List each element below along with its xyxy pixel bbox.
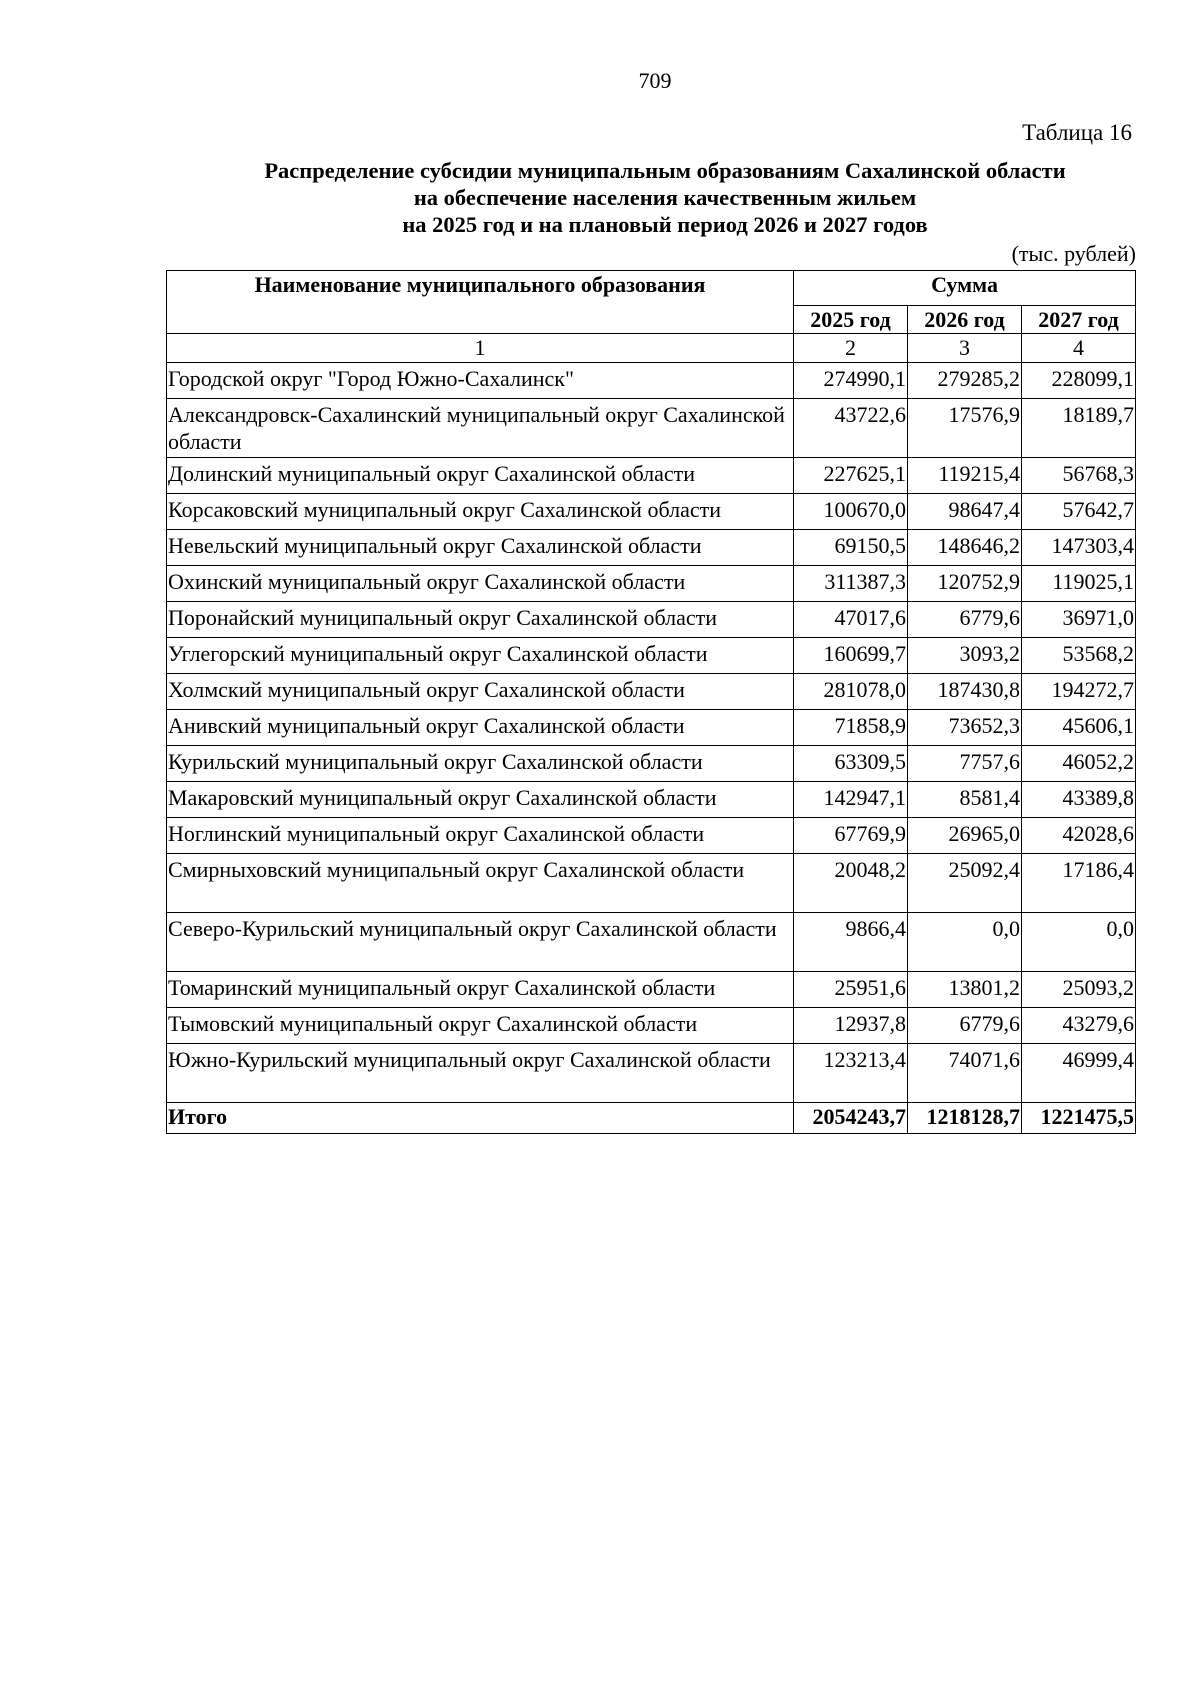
row-value-2027: 228099,1 <box>1022 363 1136 399</box>
total-row <box>167 1103 1136 1134</box>
row-value-2027: 53568,2 <box>1022 638 1136 674</box>
row-value-2025: 63309,5 <box>794 746 908 782</box>
row-value-2026: 3093,2 <box>908 638 1022 674</box>
row-value-2026: 26965,0 <box>908 818 1022 854</box>
subsidy-table <box>166 270 1136 1134</box>
row-value-2027: 57642,7 <box>1022 494 1136 530</box>
total-value-2027: 1221475,5 <box>1022 1103 1136 1134</box>
row-value-2027: 45606,1 <box>1022 710 1136 746</box>
table-row <box>167 399 1136 458</box>
row-value-2025: 71858,9 <box>794 710 908 746</box>
table-row <box>167 638 1136 674</box>
row-name: Александровск-Сахалинский муниципальный округ Сахалинской области <box>167 399 794 458</box>
row-value-2025: 67769,9 <box>794 818 908 854</box>
row-value-2025: 69150,5 <box>794 530 908 566</box>
row-value-2025: 20048,2 <box>794 854 908 913</box>
units-label: (тыс. рублей) <box>1011 241 1136 266</box>
table-row <box>167 566 1136 602</box>
table-label: Таблица 16 <box>1022 120 1132 145</box>
table-row <box>167 972 1136 1008</box>
table-row <box>167 710 1136 746</box>
header-name: Наименование муниципального образования <box>167 271 794 334</box>
header-year-2025: 2025 год <box>794 306 908 334</box>
row-value-2025: 160699,7 <box>794 638 908 674</box>
row-name: Ноглинский муниципальный округ Сахалинской области <box>167 818 794 854</box>
row-name: Углегорский муниципальный округ Сахалинской области <box>167 638 794 674</box>
row-value-2027: 194272,7 <box>1022 674 1136 710</box>
header-year-2026: 2026 год <box>908 306 1022 334</box>
row-name: Тымовский муниципальный округ Сахалинской области <box>167 1008 794 1044</box>
total-label: Итого <box>167 1103 794 1134</box>
column-number-4: 4 <box>1022 334 1136 363</box>
row-value-2026: 74071,6 <box>908 1044 1022 1103</box>
row-name: Долинский муниципальный округ Сахалинской области <box>167 458 794 494</box>
row-value-2025: 281078,0 <box>794 674 908 710</box>
row-value-2026: 8581,4 <box>908 782 1022 818</box>
title-line-2: на обеспечение населения качественным жильем <box>413 185 917 210</box>
row-value-2027: 46052,2 <box>1022 746 1136 782</box>
total-value-2025: 2054243,7 <box>794 1103 908 1134</box>
row-name: Корсаковский муниципальный округ Сахалинской области <box>167 494 794 530</box>
row-value-2027: 18189,7 <box>1022 399 1136 458</box>
table-row <box>167 1008 1136 1044</box>
row-value-2027: 42028,6 <box>1022 818 1136 854</box>
row-value-2026: 6779,6 <box>908 1008 1022 1044</box>
title-line-3: на 2025 год и на плановый период 2026 и 2027 годов <box>402 212 928 237</box>
row-value-2025: 47017,6 <box>794 602 908 638</box>
row-value-2026: 17576,9 <box>908 399 1022 458</box>
table-row <box>167 602 1136 638</box>
row-value-2025: 142947,1 <box>794 782 908 818</box>
row-value-2027: 56768,3 <box>1022 458 1136 494</box>
column-number-3: 3 <box>908 334 1022 363</box>
total-value-2026: 1218128,7 <box>908 1103 1022 1134</box>
row-value-2025: 227625,1 <box>794 458 908 494</box>
row-value-2025: 100670,0 <box>794 494 908 530</box>
table-row <box>167 494 1136 530</box>
row-name: Невельский муниципальный округ Сахалинской области <box>167 530 794 566</box>
row-value-2027: 25093,2 <box>1022 972 1136 1008</box>
row-value-2027: 119025,1 <box>1022 566 1136 602</box>
column-number-1: 1 <box>167 334 794 363</box>
row-name: Южно-Курильский муниципальный округ Сахалинской области <box>167 1044 794 1103</box>
table-row <box>167 818 1136 854</box>
row-value-2027: 43389,8 <box>1022 782 1136 818</box>
row-value-2026: 6779,6 <box>908 602 1022 638</box>
row-value-2027: 43279,6 <box>1022 1008 1136 1044</box>
row-name: Холмский муниципальный округ Сахалинской области <box>167 674 794 710</box>
row-value-2027: 36971,0 <box>1022 602 1136 638</box>
row-value-2026: 148646,2 <box>908 530 1022 566</box>
row-name: Анивский муниципальный округ Сахалинской области <box>167 710 794 746</box>
row-value-2026: 119215,4 <box>908 458 1022 494</box>
table-row <box>167 363 1136 399</box>
row-value-2026: 25092,4 <box>908 854 1022 913</box>
title-line-1: Распределение субсидии муниципальным образованиям Сахалинской области <box>264 158 1066 183</box>
row-value-2026: 120752,9 <box>908 566 1022 602</box>
row-value-2025: 311387,3 <box>794 566 908 602</box>
row-value-2025: 9866,4 <box>794 913 908 972</box>
row-name: Охинский муниципальный округ Сахалинской области <box>167 566 794 602</box>
row-value-2026: 13801,2 <box>908 972 1022 1008</box>
row-value-2026: 73652,3 <box>908 710 1022 746</box>
header-sum: Сумма <box>794 271 1136 306</box>
column-number-2: 2 <box>794 334 908 363</box>
table-row <box>167 674 1136 710</box>
table-row <box>167 854 1136 913</box>
row-name: Поронайский муниципальный округ Сахалинской области <box>167 602 794 638</box>
row-value-2025: 12937,8 <box>794 1008 908 1044</box>
row-name: Курильский муниципальный округ Сахалинской области <box>167 746 794 782</box>
row-value-2027: 17186,4 <box>1022 854 1136 913</box>
row-value-2027: 46999,4 <box>1022 1044 1136 1103</box>
row-value-2026: 7757,6 <box>908 746 1022 782</box>
table-row <box>167 746 1136 782</box>
row-value-2025: 43722,6 <box>794 399 908 458</box>
row-name: Макаровский муниципальный округ Сахалинской области <box>167 782 794 818</box>
row-name: Городской округ "Город Южно-Сахалинск" <box>167 363 794 399</box>
row-name: Северо-Курильский муниципальный округ Сахалинской области <box>167 913 794 972</box>
row-value-2025: 123213,4 <box>794 1044 908 1103</box>
row-value-2026: 98647,4 <box>908 494 1022 530</box>
table-row <box>167 913 1136 972</box>
table-row <box>167 458 1136 494</box>
row-name: Смирныховский муниципальный округ Сахалинской области <box>167 854 794 913</box>
table-row <box>167 1044 1136 1103</box>
header-year-2027: 2027 год <box>1022 306 1136 334</box>
table-row <box>167 782 1136 818</box>
row-value-2027: 147303,4 <box>1022 530 1136 566</box>
row-value-2026: 0,0 <box>908 913 1022 972</box>
row-value-2026: 279285,2 <box>908 363 1022 399</box>
row-value-2026: 187430,8 <box>908 674 1022 710</box>
row-name: Томаринский муниципальный округ Сахалинской области <box>167 972 794 1008</box>
row-value-2027: 0,0 <box>1022 913 1136 972</box>
page-number: 709 <box>638 68 672 93</box>
row-value-2025: 25951,6 <box>794 972 908 1008</box>
document-title <box>180 157 1150 238</box>
row-value-2025: 274990,1 <box>794 363 908 399</box>
table-row <box>167 530 1136 566</box>
